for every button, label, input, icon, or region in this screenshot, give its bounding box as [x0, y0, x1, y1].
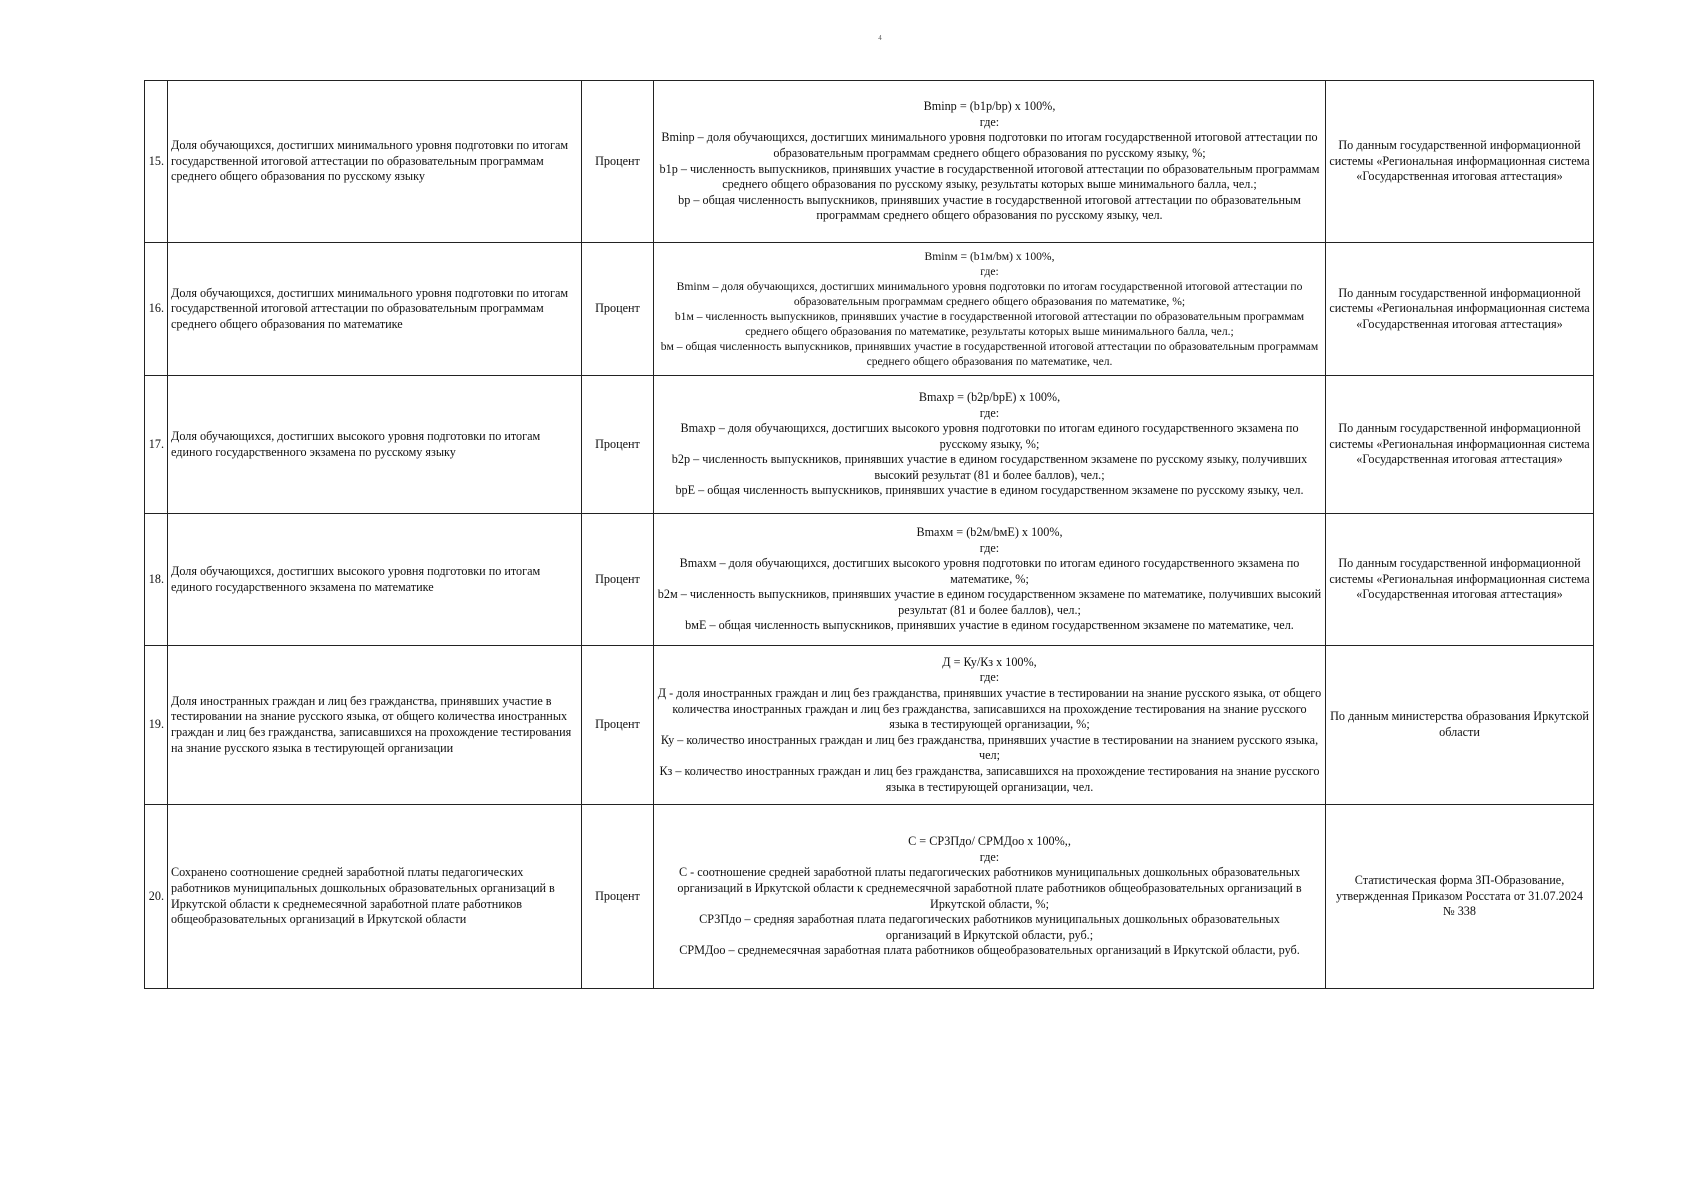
indicators-table — [144, 80, 1594, 989]
unit-of-measure: Процент — [582, 243, 654, 376]
calculation-formula — [654, 805, 1326, 989]
formula-expression: Bminм = (b1м/bм) х 100%, — [924, 250, 1055, 263]
formula-definition: b1м – численность выпускников, принявших участие в государственной итоговой аттестации по образовательным программам среднего общего образования по математике, результаты которых выше минимального балла, чел.; — [674, 310, 1305, 338]
formula-where: где: — [979, 670, 1000, 685]
formula-definition: b2м – численность выпускников, принявших участие в едином государственном экзамене по математике, получивших высокий результат (81 и более баллов), чел.; — [657, 587, 1322, 617]
data-source: По данным государственной информационной системы «Региональная информационная система «Государственная итоговая аттестация» — [1326, 81, 1594, 243]
table-row — [145, 514, 1594, 646]
indicator-name: Доля обучающихся, достигших минимального уровня подготовки по итогам государственной итоговой аттестации по образовательным программам среднего общего образования по математике — [168, 243, 582, 376]
unit-of-measure: Процент — [582, 376, 654, 514]
unit-of-measure: Процент — [582, 514, 654, 646]
table-row — [145, 243, 1594, 376]
formula-definition: Ку – количество иностранных граждан и лиц без гражданства, принявших участие в тестировании на знанием русского языка, чел; — [660, 732, 1319, 763]
formula-where: где: — [979, 849, 1000, 864]
table-row — [145, 805, 1594, 989]
data-source: По данным министерства образования Иркутской области — [1326, 646, 1594, 805]
data-source: По данным государственной информационной системы «Региональная информационная система «Государственная итоговая аттестация» — [1326, 376, 1594, 514]
row-number: 18. — [145, 514, 168, 646]
page-number: 4 — [878, 34, 882, 42]
indicator-name: Доля обучающихся, достигших высокого уровня подготовки по итогам единого государственного экзамена по русскому языку — [168, 376, 582, 514]
formula-expression: Bminр = (b1р/bр) х 100%, — [923, 99, 1056, 114]
formula-expression: Bmaxр = (b2р/bрЕ) х 100%, — [918, 389, 1061, 404]
formula-definition: Bminм – доля обучающихся, достигших минимального уровня подготовки по итогам государственной итоговой аттестации по образовательным программам среднего общего образования по математике, %; — [676, 280, 1303, 308]
indicator-name: Сохранено соотношение средней заработной платы педагогических работников муниципальных дошкольных образовательных организаций в Иркутской области к среднемесячной заработной плате работников общеобразовательных организаций в Иркутской области — [168, 805, 582, 989]
formula-definition: bм – общая численность выпускников, принявших участие в государственной итоговой аттестации по образовательным программам среднего общего образования по математике, чел. — [660, 340, 1319, 368]
row-number: 16. — [145, 243, 168, 376]
formula-definition: Bminр – доля обучающихся, достигших минимального уровня подготовки по итогам государственной итоговой аттестации по образовательным программам среднего общего образования по русскому языку, %; — [661, 130, 1318, 160]
formula-definition: bмЕ – общая численность выпускников, принявших участие в едином государственном экзамене по математике, чел. — [685, 618, 1294, 633]
formula-definition: С - соотношение средней заработной платы педагогических работников муниципальных дошкольных образовательных организаций в Иркутской области к среднемесячной заработной плате работников общеобразовательных организаций в Иркутской области, %; — [677, 865, 1302, 911]
table-row — [145, 376, 1594, 514]
formula-where: где: — [980, 265, 999, 278]
formula-definition: Кз – количество иностранных граждан и лиц без гражданства, записавшихся на прохождение тестирования на знание русского языка в тестирующей организации, чел. — [659, 763, 1320, 794]
indicator-name: Доля иностранных граждан и лиц без гражданства, принявших участие в тестировании на знание русского языка, от общего количества иностранных граждан и лиц без гражданства, записавшихся на прохождение тестирования на знание русского языка в тестирующей организации — [168, 646, 582, 805]
calculation-formula — [654, 243, 1326, 376]
formula-where: где: — [979, 405, 1000, 420]
indicator-name: Доля обучающихся, достигших высокого уровня подготовки по итогам единого государственного экзамена по математике — [168, 514, 582, 646]
row-number: 19. — [145, 646, 168, 805]
formula-definition: Д - доля иностранных граждан и лиц без гражданства, принявших участие в тестировании на знание русского языка, от общего количества иностранных граждан и лиц без гражданства, записавшихся на прохождение тестирования на знание русского языка в тестирующей организации, %; — [657, 686, 1322, 732]
unit-of-measure: Процент — [582, 81, 654, 243]
unit-of-measure: Процент — [582, 646, 654, 805]
data-source: Статистическая форма ЗП-Образование, утвержденная Приказом Росстата от 31.07.2024 № 338 — [1326, 805, 1594, 989]
data-source: По данным государственной информационной системы «Региональная информационная система «Государственная итоговая аттестация» — [1326, 243, 1594, 376]
indicator-name: Доля обучающихся, достигших минимального уровня подготовки по итогам государственной итоговой аттестации по образовательным программам среднего общего образования по русскому языку — [168, 81, 582, 243]
data-source: По данным государственной информационной системы «Региональная информационная система «Государственная итоговая аттестация» — [1326, 514, 1594, 646]
formula-definition: bрЕ – общая численность выпускников, принявших участие в едином государственном экзамене по русскому языку, чел. — [675, 483, 1304, 498]
row-number: 17. — [145, 376, 168, 514]
formula-expression: Д = Ку/Кз х 100%, — [942, 654, 1037, 669]
formula-expression: Bmaxм = (b2м/bмЕ) х 100%, — [916, 524, 1063, 539]
formula-expression: С = СРЗПдо/ СРМДоо х 100%,, — [908, 834, 1071, 849]
formula-definition: СРЗПдо – средняя заработная плата педагогических работников муниципальных дошкольных образовательных организаций в Иркутской области, руб.; — [699, 912, 1280, 942]
formula-definition: bр – общая численность выпускников, принявших участие в государственной итоговой аттестации по образовательным программам среднего общего образования по русскому языку, чел. — [678, 192, 1301, 223]
formula-definition: Bmaxр – доля обучающихся, достигших высокого уровня подготовки по итогам единого государственного экзамена по русскому языку, %; — [680, 421, 1299, 451]
unit-of-measure: Процент — [582, 805, 654, 989]
formula-definition: СРМДоо – среднемесячная заработная плата работников общеобразовательных организаций в Иркутской области, руб. — [679, 943, 1300, 958]
table-row — [145, 81, 1594, 243]
formula-where: где: — [979, 540, 1000, 555]
table-row — [145, 646, 1594, 805]
row-number: 20. — [145, 805, 168, 989]
row-number: 15. — [145, 81, 168, 243]
formula-definition: Bmaxм – доля обучающихся, достигших высокого уровня подготовки по итогам единого государственного экзамена по математике, %; — [679, 556, 1300, 586]
calculation-formula — [654, 81, 1326, 243]
calculation-formula — [654, 646, 1326, 805]
calculation-formula — [654, 376, 1326, 514]
formula-definition: b2р – численность выпускников, принявших участие в едином государственном экзамене по русскому языку, получивших высокий результат (81 и более баллов), чел.; — [671, 452, 1308, 482]
calculation-formula — [654, 514, 1326, 646]
formula-where: где: — [979, 114, 1000, 129]
formula-definition: b1р – численность выпускников, принявших участие в государственной итоговой аттестации по образовательным программам среднего общего образования по русскому языку, результаты которых выше минимального балла, чел.; — [659, 161, 1320, 192]
